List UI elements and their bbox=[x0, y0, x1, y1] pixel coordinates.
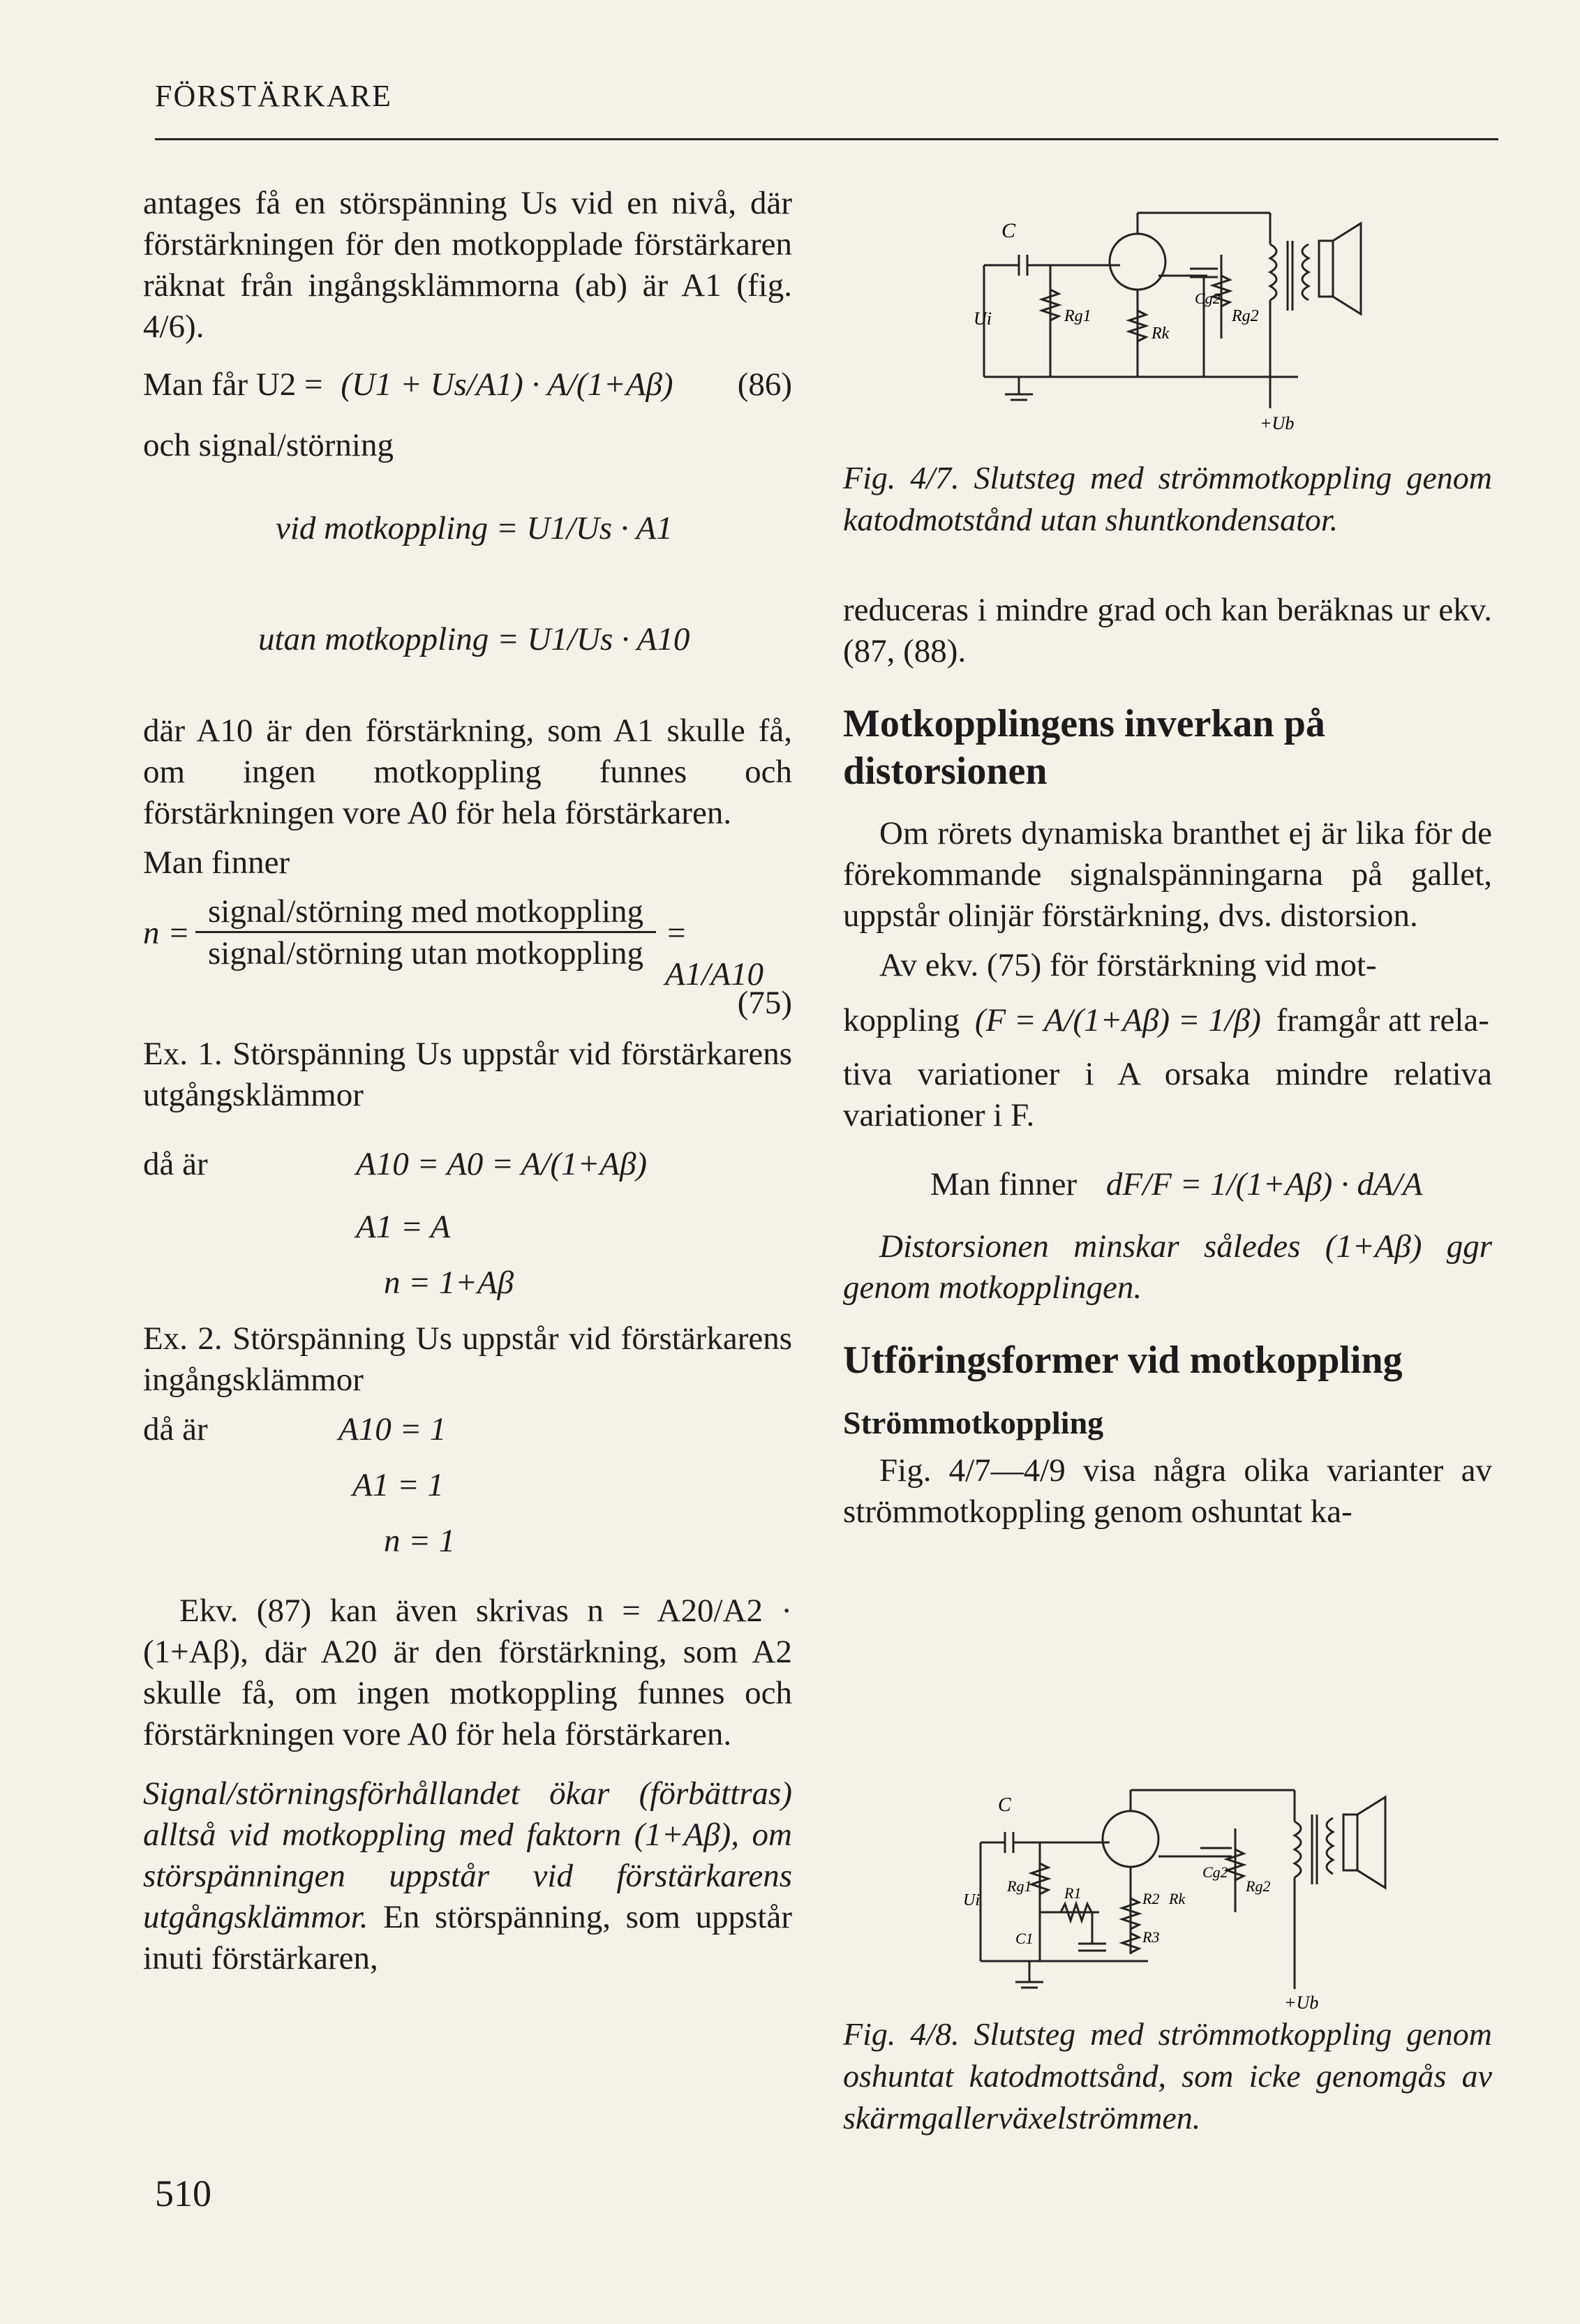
equation-86 bbox=[143, 364, 792, 405]
fraction-denominator: signal/störning utan motkoppling bbox=[207, 935, 644, 971]
equation-body: (U1 + Us/A1) · A/(1+Aβ) bbox=[341, 366, 673, 403]
equation-tail: framgår att rela- bbox=[1276, 1002, 1489, 1038]
circuit-label-r1: R1 bbox=[1064, 1884, 1082, 1902]
equation-vid bbox=[276, 508, 792, 549]
conclusion-italic: Signal/störningsförhållandet ökar (förbättras) alltså vid motkoppling med faktorn (1+Aβ), om störspänningen uppstår vid förstärkarens utgångsklämmor. bbox=[143, 1775, 792, 1935]
paragraph: Av ekv. (75) för förstärkning vid mot- bbox=[879, 947, 1377, 983]
equation-lead: koppling bbox=[843, 1002, 960, 1038]
circuit-label-ui: Ui bbox=[974, 308, 992, 329]
circuit-label-c: C bbox=[998, 1794, 1011, 1816]
equation-rhs: = A1/A10 bbox=[665, 915, 763, 992]
paragraph: där A10 är den förstärkning, som A1 skulle få, om ingen motkoppling funnes och förstärkningen vore A0 för hela förstärkaren. bbox=[143, 713, 792, 831]
equation-utan bbox=[258, 619, 792, 660]
da-ar-label: då är bbox=[143, 1146, 208, 1182]
running-head: FÖRSTÄRKARE bbox=[155, 79, 392, 113]
example-1-equations bbox=[143, 1130, 792, 1318]
circuit-label-rg1: Rg1 bbox=[1007, 1877, 1032, 1895]
circuit-label-ub: +Ub bbox=[1260, 413, 1295, 433]
circuit-label-rk: Rk bbox=[1152, 325, 1170, 343]
equation-lead: n = bbox=[143, 915, 190, 951]
paragraph-conclusion bbox=[143, 1773, 792, 1979]
equation-line: n = 1 bbox=[384, 1523, 456, 1559]
paragraph: Fig. 4/7—4/9 visa några olika varianter av strömmotkoppling genom oshuntat ka- bbox=[843, 1452, 1492, 1530]
figure-4-8-caption-block bbox=[843, 2013, 1492, 2147]
circuit-label-rk: Rk bbox=[1169, 1890, 1186, 1907]
circuit-diagram-4-8 bbox=[960, 1773, 1406, 2017]
subheading-strommotkoppling: Strömmotkoppling bbox=[843, 1405, 1104, 1440]
example-2-equations bbox=[143, 1409, 792, 1584]
equation-number: (86) bbox=[737, 366, 792, 403]
example-1: Ex. 1. Störspänning Us uppstår vid förstärkarens utgångsklämmor bbox=[143, 1036, 792, 1113]
left-column bbox=[143, 183, 792, 1988]
figure-4-7-caption: Fig. 4/7. Slutsteg med strömmotkoppling genom katodmotstånd utan shuntkondensator. bbox=[843, 460, 1492, 537]
paragraph: antages få en störspänning Us vid en nivå, där förstärkningen för den motkopplade förstärkaren räknat från ingångsklämmorna (ab) är A1 (fig. 4/6). bbox=[143, 185, 792, 345]
page-number: 510 bbox=[155, 2173, 211, 2214]
equation-line: n = 1+Aβ bbox=[384, 1265, 514, 1301]
equation-text: vid motkoppling = U1/Us · A1 bbox=[276, 510, 673, 546]
figure-4-7 bbox=[974, 199, 1396, 436]
circuit-label-rg2: Rg2 bbox=[1232, 307, 1259, 325]
example-2: Ex. 2. Störspänning Us uppstår vid förstärkarens ingångsklämmor bbox=[143, 1320, 792, 1398]
paragraph: Man finner bbox=[143, 844, 290, 881]
equation-line: A1 = A bbox=[356, 1209, 451, 1245]
equation-dF bbox=[930, 1164, 1492, 1205]
section-heading-forms: Utföringsformer vid motkoppling bbox=[843, 1339, 1403, 1382]
paragraph: Ekv. (87) kan även skrivas n = A20/A2 · (1+Aβ), där A20 är den förstärkning, som A2 skulle få, om ingen motkoppling funnes och förstärkningen vore A0 för hela förstärkaren. bbox=[143, 1593, 792, 1752]
right-column bbox=[843, 457, 1492, 1541]
paragraph: reduceras i mindre grad och kan beräknas ur ekv. (87, (88). bbox=[843, 592, 1492, 669]
circuit-diagram-4-7 bbox=[974, 199, 1396, 436]
equation-text: utan motkoppling = U1/Us · A10 bbox=[258, 621, 690, 657]
paragraph-italic: Distorsionen minskar således (1+Aβ) ggr genom motkopplingen. bbox=[843, 1228, 1492, 1306]
paragraph: och signal/störning bbox=[143, 427, 394, 463]
equation-line: A1 = 1 bbox=[352, 1467, 444, 1503]
section-heading-distortion: Motkopplingens inverkan på distorsionen bbox=[843, 702, 1325, 793]
conclusion-rest: En störspänning, som uppstår inuti förstärkaren, bbox=[143, 1899, 792, 1976]
paragraph: Om rörets dynamiska branthet ej är lika för de förekommande signalspänningarna på gallet, uppstår olinjär förstärkning, dvs. distorsion. bbox=[843, 815, 1492, 934]
equation-number: (75) bbox=[737, 985, 792, 1021]
da-ar-label: då är bbox=[143, 1411, 208, 1447]
circuit-label-cg2: Cg2 bbox=[1195, 290, 1221, 307]
circuit-label-c: C bbox=[1001, 219, 1016, 242]
equation-75 bbox=[143, 892, 792, 992]
equation-line: A10 = 1 bbox=[338, 1411, 447, 1447]
equation-F bbox=[843, 1000, 1492, 1041]
fraction-numerator: signal/störning med motkoppling bbox=[195, 892, 656, 933]
circuit-label-ub: +Ub bbox=[1284, 1992, 1319, 2013]
circuit-label-r2: R2 bbox=[1142, 1890, 1160, 1907]
equation-line: A10 = A0 = A/(1+Aβ) bbox=[356, 1146, 648, 1182]
equation-body: dF/F = 1/(1+Aβ) · dA/A bbox=[1105, 1166, 1423, 1202]
circuit-label-ui: Ui bbox=[963, 1891, 980, 1909]
circuit-label-rg1: Rg1 bbox=[1064, 307, 1091, 325]
figure-4-8 bbox=[960, 1773, 1406, 2017]
equation-body: (F = A/(1+Aβ) = 1/β) bbox=[974, 1002, 1261, 1038]
equation-lead: Man får U2 = bbox=[143, 366, 323, 403]
circuit-label-r3: R3 bbox=[1142, 1928, 1160, 1946]
paragraph: tiva variationer i A orsaka mindre relativa variationer i F. bbox=[843, 1056, 1492, 1133]
circuit-label-rg2: Rg2 bbox=[1246, 1877, 1271, 1895]
circuit-label-c1: C1 bbox=[1015, 1930, 1034, 1947]
figure-4-8-caption: Fig. 4/8. Slutsteg med strömmotkoppling genom oshuntat katodmottsånd, som icke genomgås av skärmgallerväxelströmmen. bbox=[843, 2016, 1492, 2136]
circuit-label-cg2: Cg2 bbox=[1202, 1863, 1228, 1881]
header-rule bbox=[155, 138, 1498, 140]
equation-lead: Man finner bbox=[930, 1166, 1078, 1202]
